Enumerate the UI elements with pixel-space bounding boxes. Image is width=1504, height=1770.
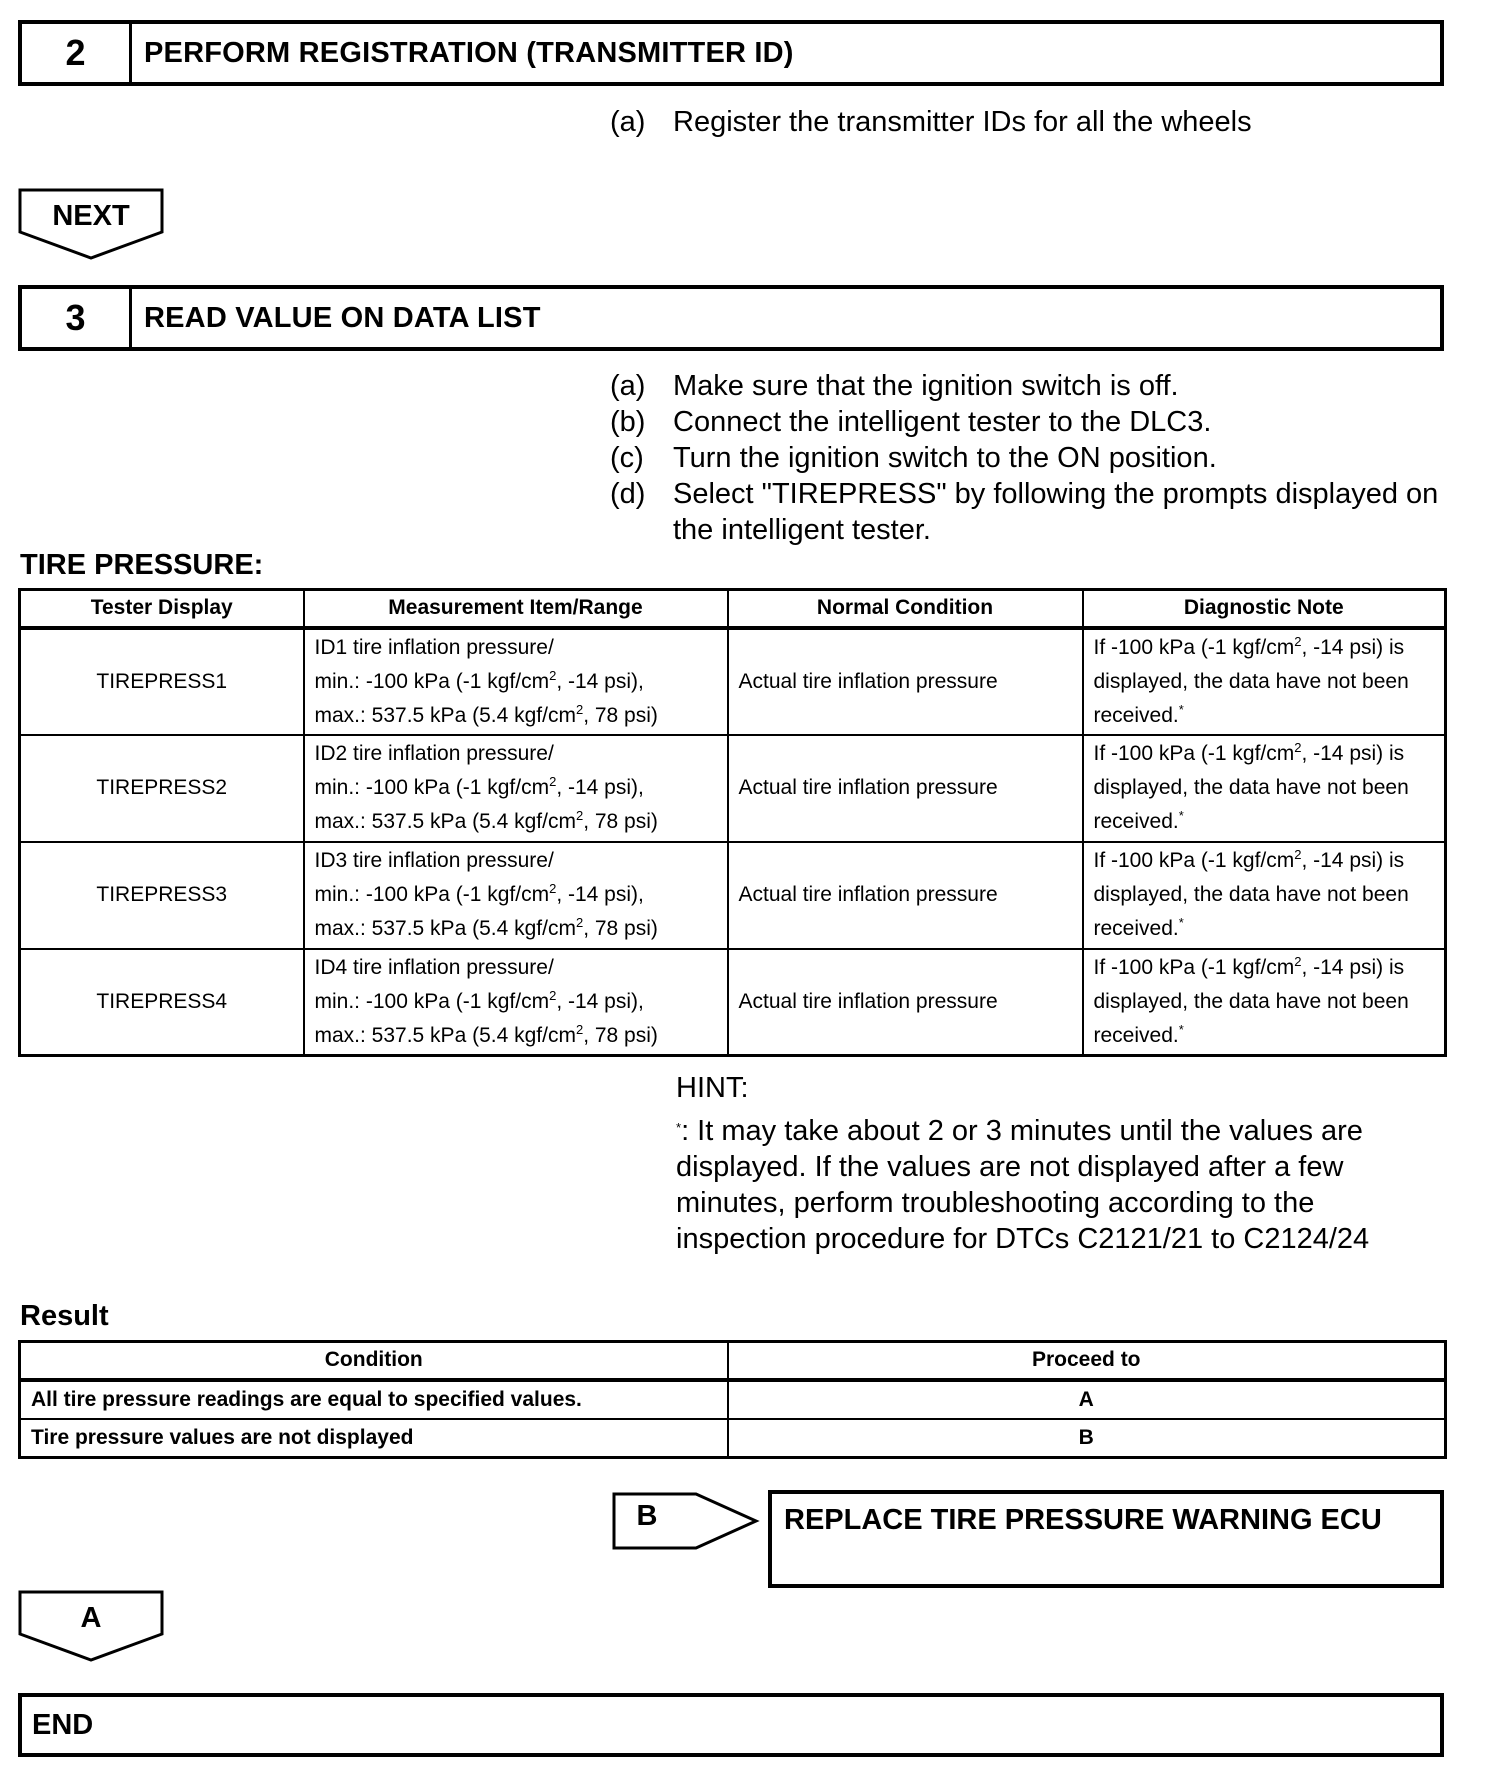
end-label: END [32, 1708, 94, 1741]
footnote-star: * [1178, 915, 1184, 930]
col-header-measurement: Measurement Item/Range [304, 590, 728, 628]
diagnostic-note-cell [1083, 949, 1446, 1056]
step-2-procedure [610, 104, 1440, 140]
note-line [1094, 912, 1435, 946]
min-text: , -14 psi), [556, 989, 644, 1013]
max-text: , 78 psi) [583, 703, 658, 727]
step-3-title: READ VALUE ON DATA LIST [144, 301, 541, 334]
measurement-max [315, 912, 717, 946]
table-row [20, 735, 1446, 842]
note-text: received. [1093, 917, 1179, 940]
col-header-condition: Condition [20, 1342, 728, 1380]
procedure-text: Register the transmitter IDs for all the wheels [673, 106, 1252, 138]
note-text: If -100 kPa (-1 kgf/cm [1093, 955, 1295, 979]
max-text: , 78 psi) [583, 810, 658, 833]
measurement-line: ID3 tire inflation pressure/ [314, 849, 554, 872]
tire-pressure-heading: TIRE PRESSURE: [20, 549, 264, 581]
diagnostic-note-cell [1083, 628, 1446, 735]
step-2-title: PERFORM REGISTRATION (TRANSMITTER ID) [144, 36, 794, 69]
min-text: min.: -100 kPa (-1 kgf/cm [314, 776, 550, 799]
table-header-row [20, 590, 1446, 628]
superscript: 2 [1294, 953, 1302, 969]
note-line [1094, 631, 1435, 665]
measurement-line: ID4 tire inflation pressure/ [314, 955, 554, 979]
proceed-cell: B [728, 1419, 1446, 1458]
table-row [20, 1380, 1446, 1419]
superscript: 2 [1294, 740, 1302, 755]
measurement-max [315, 805, 717, 839]
superscript: 2 [549, 987, 557, 1003]
tester-display-cell: TIREPRESS4 [20, 949, 304, 1056]
note-text: If -100 kPa (-1 kgf/cm [1093, 742, 1295, 765]
step-2-header [18, 20, 1444, 86]
superscript: 2 [575, 701, 584, 717]
min-text: min.: -100 kPa (-1 kgf/cm [314, 989, 550, 1013]
max-text: , 78 psi) [583, 1023, 658, 1047]
step-3-header [18, 285, 1444, 351]
measurement-max [315, 1019, 717, 1053]
branch-a-label: A [80, 1602, 102, 1634]
branch-b-action: REPLACE TIRE PRESSURE WARNING ECU [784, 1504, 1382, 1536]
note-text: , -14 psi) is [1301, 849, 1405, 872]
proceed-cell: A [728, 1380, 1446, 1419]
hint-text: : It may take about 2 or 3 minutes until the values are displayed. If the values are not displayed after a few minutes, perform troubleshooting according to the inspection procedure for DTCs C2121/21 to C2124/24 [676, 1115, 1370, 1255]
normal-condition-cell: Actual tire inflation pressure [728, 735, 1083, 842]
superscript: 2 [575, 915, 584, 930]
note-line [1094, 1019, 1435, 1053]
note-text: received. [1093, 703, 1179, 727]
measurement-max [315, 699, 717, 733]
footnote-star: * [1178, 701, 1184, 717]
procedure-text: Make sure that the ignition switch is off. [673, 370, 1179, 402]
table-row [20, 628, 1446, 735]
procedure-item [610, 476, 1440, 548]
hint-block [676, 1070, 1436, 1257]
note-text: , -14 psi) is [1301, 635, 1405, 659]
measurement-min [315, 665, 717, 699]
measurement-cell [304, 949, 728, 1056]
result-heading: Result [20, 1300, 109, 1332]
normal-condition-cell: Actual tire inflation pressure [728, 628, 1083, 735]
branch-b-label: B [636, 1500, 658, 1532]
procedure-item [610, 404, 1440, 440]
note-line [1094, 844, 1435, 878]
col-header-normal-condition: Normal Condition [728, 590, 1083, 628]
measurement-cell [304, 842, 728, 949]
col-header-diagnostic-note: Diagnostic Note [1083, 590, 1446, 628]
note-line: displayed, the data have not been [1093, 776, 1409, 799]
measurement-line: ID2 tire inflation pressure/ [314, 742, 554, 765]
col-header-tester-display: Tester Display [20, 590, 304, 628]
measurement-line: ID1 tire inflation pressure/ [314, 635, 554, 659]
table-row [20, 842, 1446, 949]
table-header-row [20, 1342, 1446, 1380]
col-header-proceed-to: Proceed to [728, 1342, 1446, 1380]
note-line [1094, 951, 1435, 985]
superscript: 2 [575, 808, 584, 823]
note-line [1094, 699, 1435, 733]
measurement-cell [304, 735, 728, 842]
procedure-label: (a) [610, 106, 646, 138]
tester-display-cell: TIREPRESS1 [20, 628, 304, 735]
superscript: 2 [549, 667, 557, 683]
footnote-star: * [1178, 808, 1184, 823]
superscript: 2 [575, 1021, 584, 1037]
procedure-label: (b) [610, 406, 646, 438]
next-label: NEXT [52, 200, 130, 232]
note-text: , -14 psi) is [1301, 955, 1405, 979]
max-text: , 78 psi) [583, 917, 658, 940]
procedure-label: (d) [610, 478, 646, 510]
measurement-min [315, 771, 717, 805]
step-2-number: 2 [22, 24, 132, 82]
step-3-procedure [610, 368, 1440, 548]
superscript: 2 [1294, 633, 1302, 649]
hint-text-block [676, 1113, 1436, 1257]
end-box [18, 1693, 1444, 1757]
max-text: max.: 537.5 kPa (5.4 kgf/cm [314, 810, 576, 833]
table-row [20, 949, 1446, 1056]
tire-pressure-table [18, 588, 1447, 1057]
note-text: , -14 psi) is [1301, 742, 1405, 765]
normal-condition-cell: Actual tire inflation pressure [728, 842, 1083, 949]
diagnostic-note-cell [1083, 842, 1446, 949]
min-text: min.: -100 kPa (-1 kgf/cm [314, 883, 550, 906]
note-line: displayed, the data have not been [1093, 883, 1409, 906]
note-line: displayed, the data have not been [1093, 989, 1409, 1013]
tester-display-cell: TIREPRESS3 [20, 842, 304, 949]
condition-cell: All tire pressure readings are equal to specified values. [20, 1380, 728, 1419]
max-text: max.: 537.5 kPa (5.4 kgf/cm [314, 703, 576, 727]
superscript: 2 [549, 881, 557, 896]
min-text: , -14 psi), [556, 776, 644, 799]
note-line: displayed, the data have not been [1093, 669, 1409, 693]
procedure-text: Connect the intelligent tester to the DLC3. [673, 406, 1212, 438]
max-text: max.: 537.5 kPa (5.4 kgf/cm [314, 1023, 576, 1047]
result-table [18, 1340, 1447, 1459]
note-text: If -100 kPa (-1 kgf/cm [1093, 635, 1295, 659]
note-text: received. [1093, 810, 1179, 833]
procedure-label: (c) [610, 442, 644, 474]
footnote-star: * [676, 1120, 682, 1135]
min-text: , -14 psi), [556, 669, 644, 693]
procedure-item [610, 104, 1440, 140]
table-row [20, 1419, 1446, 1458]
note-line [1094, 737, 1435, 771]
step-3-number: 3 [22, 289, 132, 347]
superscript: 2 [1294, 847, 1302, 862]
measurement-min [315, 985, 717, 1019]
note-text: If -100 kPa (-1 kgf/cm [1093, 849, 1295, 872]
diagnostic-note-cell [1083, 735, 1446, 842]
procedure-item [610, 368, 1440, 404]
condition-cell: Tire pressure values are not displayed [20, 1419, 728, 1458]
min-text: , -14 psi), [556, 883, 644, 906]
note-text: received. [1093, 1023, 1179, 1047]
footnote-star: * [1178, 1021, 1184, 1037]
procedure-text: Turn the ignition switch to the ON position. [673, 442, 1217, 474]
max-text: max.: 537.5 kPa (5.4 kgf/cm [314, 917, 576, 940]
measurement-cell [304, 628, 728, 735]
note-line [1094, 805, 1435, 839]
procedure-text: Select "TIREPRESS" by following the prompts displayed on the intelligent tester. [673, 478, 1439, 546]
hint-title: HINT: [676, 1072, 749, 1104]
normal-condition-cell: Actual tire inflation pressure [728, 949, 1083, 1056]
tester-display-cell: TIREPRESS2 [20, 735, 304, 842]
branch-b-action-box [768, 1490, 1444, 1588]
min-text: min.: -100 kPa (-1 kgf/cm [314, 669, 550, 693]
superscript: 2 [549, 774, 557, 789]
measurement-min [315, 878, 717, 912]
procedure-item [610, 440, 1440, 476]
procedure-label: (a) [610, 370, 646, 402]
